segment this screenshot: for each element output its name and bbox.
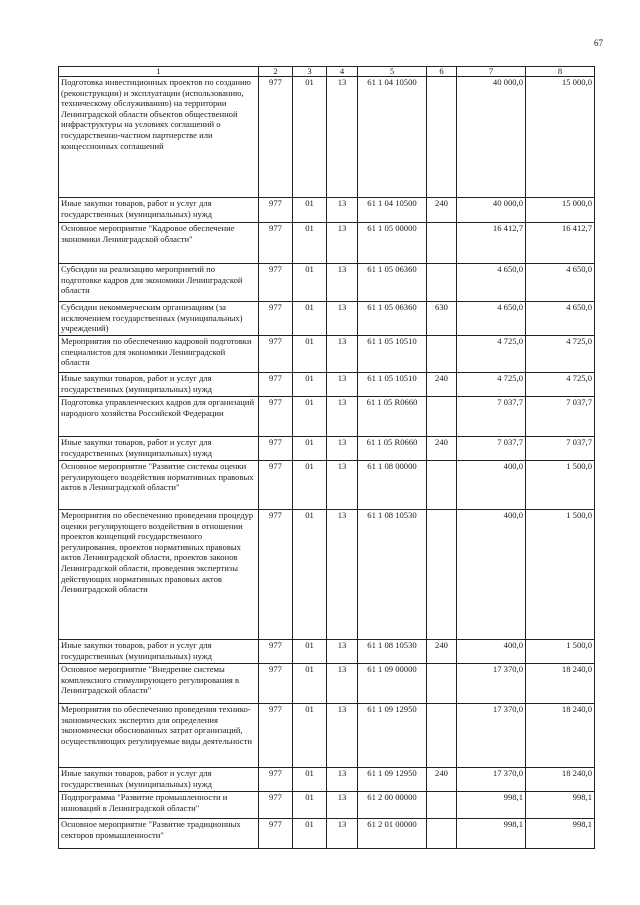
admin-code-cell: 977: [259, 461, 293, 510]
amount-year2-cell: 4 725,0: [526, 336, 595, 373]
description-cell: Иные закупки товаров, работ и услуг для государственных (муниципальных) нужд: [59, 373, 259, 397]
admin-code-cell: 977: [259, 768, 293, 792]
amount-year1-cell: 17 370,0: [457, 704, 526, 768]
target-article-cell: 61 1 05 10510: [358, 373, 427, 397]
description-cell: Иные закупки товаров, работ и услуг для государственных (муниципальных) нужд: [59, 768, 259, 792]
section-cell: 01: [293, 640, 327, 664]
subsection-cell: 13: [327, 510, 358, 640]
section-cell: 01: [293, 664, 327, 704]
section-cell: 01: [293, 336, 327, 373]
admin-code-cell: 977: [259, 223, 293, 264]
target-article-cell: 61 2 01 00000: [358, 819, 427, 849]
amount-year1-cell: 998,1: [457, 819, 526, 849]
admin-code-cell: 977: [259, 336, 293, 373]
section-cell: 01: [293, 264, 327, 302]
admin-code-cell: 977: [259, 264, 293, 302]
subsection-cell: 13: [327, 223, 358, 264]
description-cell: Мероприятия по обеспечению проведения технико-экономических экспертиз для определения экономически обоснованных затрат организаций, осуществляющих регулируемые виды деятельности: [59, 704, 259, 768]
column-header-1: 1: [59, 67, 259, 77]
amount-year2-cell: 4 650,0: [526, 302, 595, 336]
section-cell: 01: [293, 198, 327, 223]
section-cell: 01: [293, 704, 327, 768]
amount-year1-cell: 17 370,0: [457, 768, 526, 792]
amount-year1-cell: 998,1: [457, 792, 526, 819]
subsection-cell: 13: [327, 437, 358, 461]
admin-code-cell: 977: [259, 510, 293, 640]
admin-code-cell: 977: [259, 640, 293, 664]
table-row: [59, 77, 595, 198]
subsection-cell: 13: [327, 664, 358, 704]
amount-year2-cell: 1 500,0: [526, 640, 595, 664]
amount-year1-cell: 400,0: [457, 510, 526, 640]
target-article-cell: 61 1 05 10510: [358, 336, 427, 373]
expense-type-cell: [427, 664, 457, 704]
description-cell: Мероприятия по обеспечению кадровой подготовки специалистов для экономики Ленинградской области: [59, 336, 259, 373]
amount-year1-cell: 400,0: [457, 461, 526, 510]
expense-type-cell: 630: [427, 302, 457, 336]
subsection-cell: 13: [327, 264, 358, 302]
subsection-cell: 13: [327, 640, 358, 664]
description-cell: Основное мероприятие "Кадровое обеспечение экономики Ленинградской области": [59, 223, 259, 264]
description-cell: Подготовка инвестиционных проектов по созданию (реконструкции) и эксплуатации (использованию, техническому обслуживанию) на территории Ленинградской области объектов общественной инфраструктуры на условиях соглашений о государственно-частном партнерстве или концессионных соглашений: [59, 77, 259, 198]
admin-code-cell: 977: [259, 792, 293, 819]
description-cell: Основное мероприятие "Внедрение системы комплексного стимулирующего регулирования в Ленинградской области": [59, 664, 259, 704]
table-row: [59, 373, 595, 397]
section-cell: 01: [293, 792, 327, 819]
description-cell: Мероприятия по обеспечению проведения процедур оценки регулирующего воздействия в отношении проектов концепций государственного регулирования, проектов нормативных правовых актов Ленинградской области, проектов законов Ленинградской области, проведения экспертизы действующих нормативных правовых актов Ленинградской области: [59, 510, 259, 640]
table-row: [59, 704, 595, 768]
table-row: [59, 437, 595, 461]
amount-year1-cell: 16 412,7: [457, 223, 526, 264]
amount-year2-cell: 7 037,7: [526, 437, 595, 461]
target-article-cell: 61 1 05 00000: [358, 223, 427, 264]
expense-type-cell: 240: [427, 640, 457, 664]
column-header-6: 6: [427, 67, 457, 77]
subsection-cell: 13: [327, 336, 358, 373]
description-cell: Подпрограмма "Развитие промышленности и инноваций в Ленинградской области": [59, 792, 259, 819]
description-cell: Субсидии некоммерческим организациям (за исключением государственных (муниципальных) учреждений): [59, 302, 259, 336]
table-row: [59, 510, 595, 640]
amount-year1-cell: 4 650,0: [457, 264, 526, 302]
amount-year1-cell: 4 725,0: [457, 373, 526, 397]
subsection-cell: 13: [327, 819, 358, 849]
page-number: 67: [594, 38, 603, 48]
target-article-cell: 61 1 08 10530: [358, 510, 427, 640]
target-article-cell: 61 1 04 10500: [358, 77, 427, 198]
admin-code-cell: 977: [259, 704, 293, 768]
amount-year2-cell: 15 000,0: [526, 198, 595, 223]
subsection-cell: 13: [327, 198, 358, 223]
table-row: [59, 768, 595, 792]
description-cell: Иные закупки товаров, работ и услуг для государственных (муниципальных) нужд: [59, 198, 259, 223]
amount-year2-cell: 4 725,0: [526, 373, 595, 397]
target-article-cell: 61 1 05 06360: [358, 302, 427, 336]
table-row: [59, 264, 595, 302]
amount-year1-cell: 4 725,0: [457, 336, 526, 373]
table-row: [59, 336, 595, 373]
section-cell: 01: [293, 223, 327, 264]
target-article-cell: 61 1 05 R0660: [358, 397, 427, 437]
amount-year2-cell: 1 500,0: [526, 461, 595, 510]
target-article-cell: 61 1 09 12950: [358, 768, 427, 792]
column-header-5: 5: [358, 67, 427, 77]
target-article-cell: 61 1 04 10500: [358, 198, 427, 223]
amount-year2-cell: 4 650,0: [526, 264, 595, 302]
table-row: [59, 819, 595, 849]
expense-type-cell: [427, 77, 457, 198]
expense-type-cell: 240: [427, 768, 457, 792]
admin-code-cell: 977: [259, 437, 293, 461]
expense-type-cell: [427, 336, 457, 373]
table-row: [59, 461, 595, 510]
table-row: [59, 198, 595, 223]
table-body: [59, 77, 595, 849]
expense-type-cell: [427, 792, 457, 819]
table-row: [59, 664, 595, 704]
admin-code-cell: 977: [259, 819, 293, 849]
amount-year2-cell: 18 240,0: [526, 704, 595, 768]
amount-year1-cell: 40 000,0: [457, 198, 526, 223]
target-article-cell: 61 1 08 10530: [358, 640, 427, 664]
column-header-8: 8: [526, 67, 595, 77]
description-cell: Основное мероприятие "Развитие системы оценки регулирующего воздействия нормативных правовых актов в Ленинградской области": [59, 461, 259, 510]
subsection-cell: 13: [327, 792, 358, 819]
target-article-cell: 61 1 05 R0660: [358, 437, 427, 461]
table-header-row: [59, 67, 595, 77]
table-row: [59, 223, 595, 264]
subsection-cell: 13: [327, 768, 358, 792]
amount-year1-cell: 400,0: [457, 640, 526, 664]
admin-code-cell: 977: [259, 664, 293, 704]
expense-type-cell: 240: [427, 373, 457, 397]
section-cell: 01: [293, 768, 327, 792]
target-article-cell: 61 1 08 00000: [358, 461, 427, 510]
expense-type-cell: [427, 819, 457, 849]
target-article-cell: 61 1 05 06360: [358, 264, 427, 302]
section-cell: 01: [293, 461, 327, 510]
expense-type-cell: 240: [427, 437, 457, 461]
subsection-cell: 13: [327, 397, 358, 437]
subsection-cell: 13: [327, 373, 358, 397]
amount-year1-cell: 17 370,0: [457, 664, 526, 704]
subsection-cell: 13: [327, 704, 358, 768]
amount-year1-cell: 40 000,0: [457, 77, 526, 198]
section-cell: 01: [293, 77, 327, 198]
section-cell: 01: [293, 302, 327, 336]
amount-year2-cell: 18 240,0: [526, 768, 595, 792]
section-cell: 01: [293, 510, 327, 640]
expense-type-cell: [427, 223, 457, 264]
amount-year2-cell: 998,1: [526, 819, 595, 849]
amount-year2-cell: 7 037,7: [526, 397, 595, 437]
admin-code-cell: 977: [259, 77, 293, 198]
amount-year2-cell: 1 500,0: [526, 510, 595, 640]
section-cell: 01: [293, 437, 327, 461]
table-row: [59, 397, 595, 437]
admin-code-cell: 977: [259, 397, 293, 437]
section-cell: 01: [293, 373, 327, 397]
section-cell: 01: [293, 397, 327, 437]
amount-year2-cell: 998,1: [526, 792, 595, 819]
column-header-3: 3: [293, 67, 327, 77]
admin-code-cell: 977: [259, 198, 293, 223]
table-row: [59, 302, 595, 336]
expense-type-cell: [427, 461, 457, 510]
description-cell: Подготовка управленческих кадров для организаций народного хозяйства Российской Федерации: [59, 397, 259, 437]
amount-year1-cell: 7 037,7: [457, 437, 526, 461]
amount-year2-cell: 18 240,0: [526, 664, 595, 704]
expense-type-cell: [427, 510, 457, 640]
amount-year2-cell: 15 000,0: [526, 77, 595, 198]
amount-year1-cell: 7 037,7: [457, 397, 526, 437]
subsection-cell: 13: [327, 461, 358, 510]
column-header-7: 7: [457, 67, 526, 77]
expense-type-cell: 240: [427, 198, 457, 223]
target-article-cell: 61 1 09 00000: [358, 664, 427, 704]
column-header-2: 2: [259, 67, 293, 77]
amount-year1-cell: 4 650,0: [457, 302, 526, 336]
table-row: [59, 640, 595, 664]
amount-year2-cell: 16 412,7: [526, 223, 595, 264]
expense-type-cell: [427, 397, 457, 437]
admin-code-cell: 977: [259, 302, 293, 336]
admin-code-cell: 977: [259, 373, 293, 397]
section-cell: 01: [293, 819, 327, 849]
target-article-cell: 61 1 09 12950: [358, 704, 427, 768]
column-header-4: 4: [327, 67, 358, 77]
budget-table: [58, 66, 595, 849]
expense-type-cell: [427, 704, 457, 768]
description-cell: Основное мероприятие "Развитие традиционных секторов промышленности": [59, 819, 259, 849]
description-cell: Субсидии на реализацию мероприятий по подготовке кадров для экономики Ленинградской области: [59, 264, 259, 302]
description-cell: Иные закупки товаров, работ и услуг для государственных (муниципальных) нужд: [59, 640, 259, 664]
subsection-cell: 13: [327, 302, 358, 336]
table-row: [59, 792, 595, 819]
expense-type-cell: [427, 264, 457, 302]
subsection-cell: 13: [327, 77, 358, 198]
description-cell: Иные закупки товаров, работ и услуг для государственных (муниципальных) нужд: [59, 437, 259, 461]
target-article-cell: 61 2 00 00000: [358, 792, 427, 819]
